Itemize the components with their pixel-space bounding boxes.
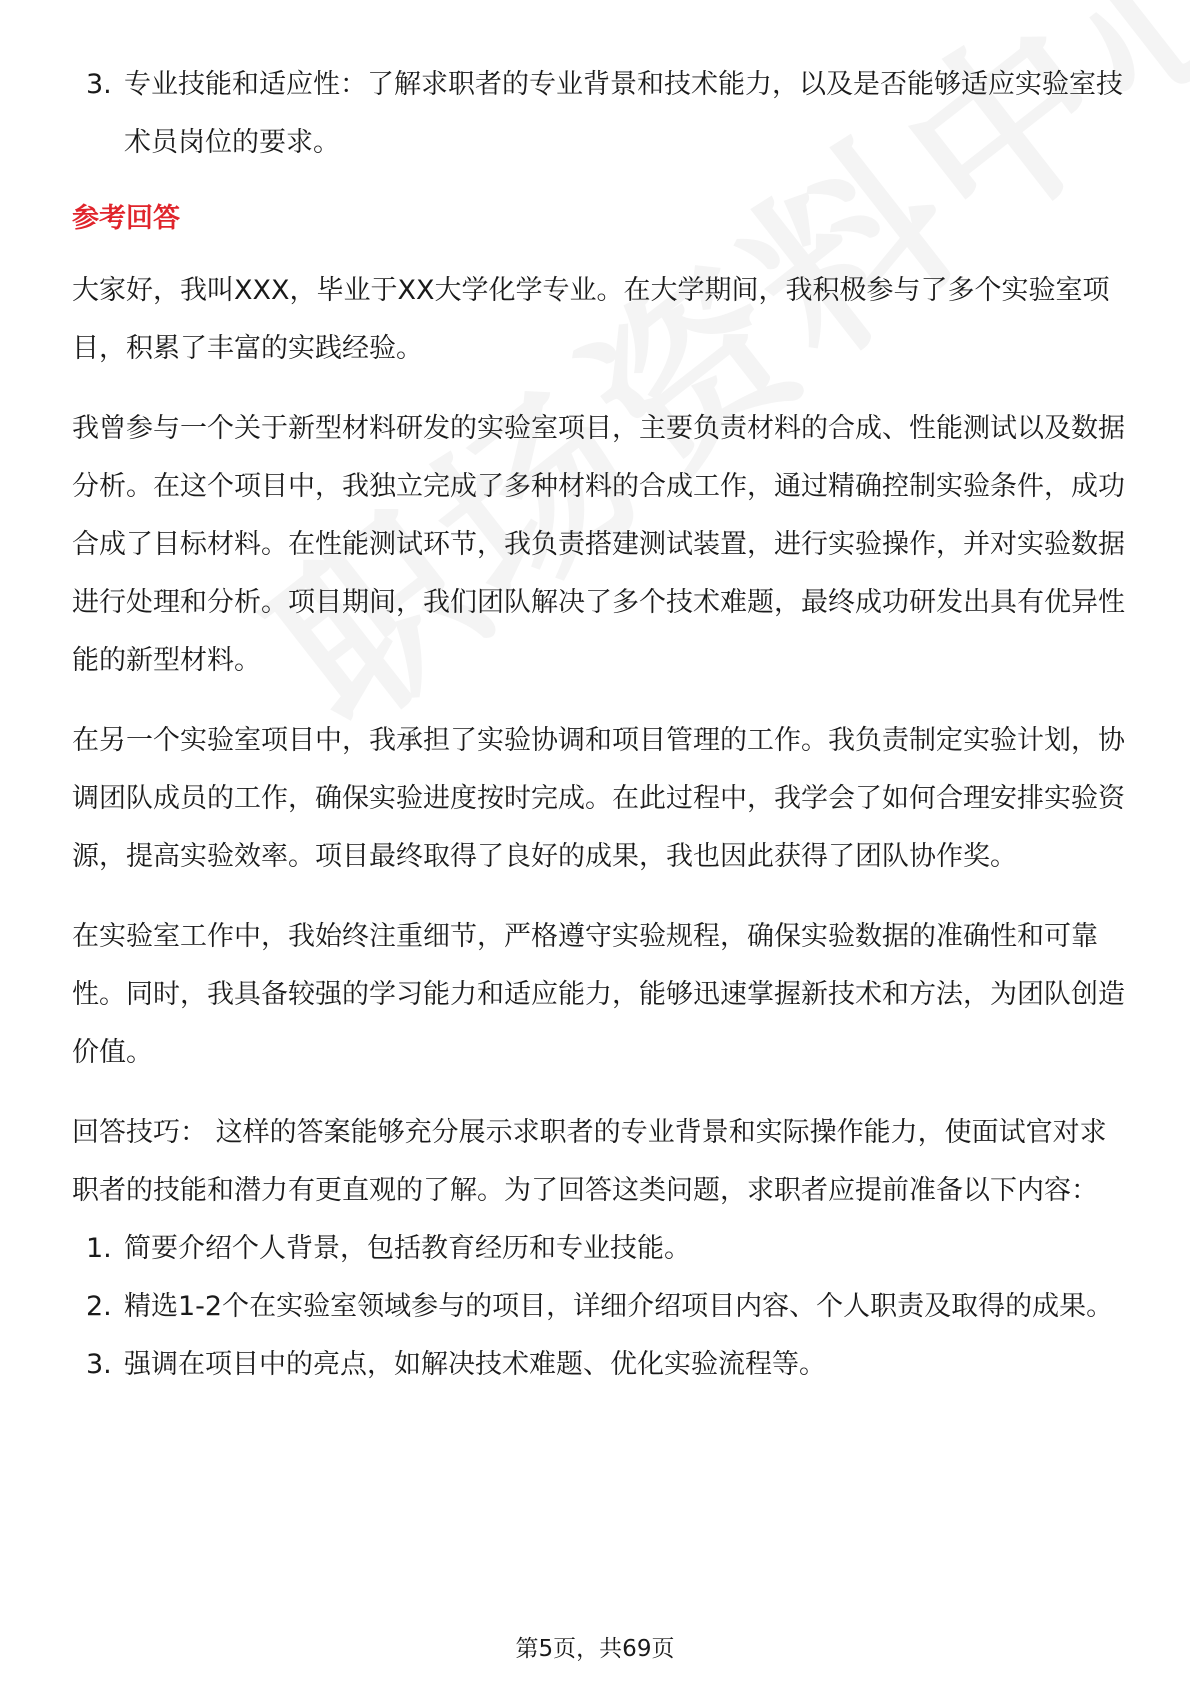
page-footer: 第5页，共69页 [515,1636,675,1662]
paragraph-tips: 回答技巧： 这样的答案能够充分展示求职者的专业背景和实际操作能力，使面试官对求职者的技能和潜力有更直观的了解。为了回答这类问题，求职者应提前准备以下内容： [72,1117,1107,1206]
list-number: 3. [86,69,112,100]
paragraph-qualities: 在实验室工作中，我始终注重细节，严格遵守实验规程，确保实验数据的准确性和可靠性。同时，我具备较强的学习能力和适应能力，能够迅速掌握新技术和方法，为团队创造价值。 [72,921,1125,1068]
list-item [72,56,1132,172]
paragraph-intro: 大家好，我叫XXX，毕业于XX大学化学专业。在大学期间，我积极参与了多个实验室项目，积累了丰富的实践经验。 [72,275,1110,364]
criteria-list [72,56,1132,172]
paragraph-project-2: 在另一个实验室项目中，我承担了实验协调和项目管理的工作。我负责制定实验计划，协调团队成员的工作，确保实验进度按时完成。在此过程中，我学会了如何合理安排实验资源，提高实验效率。项目最终取得了良好的成果，我也因此获得了团队协作奖。 [72,725,1125,872]
list-text: 专业技能和适应性：了解求职者的专业背景和技术能力，以及是否能够适应实验室技术员岗位的要求。 [124,69,1123,158]
list-number: 3. [86,1349,112,1380]
list-text: 精选1-2个在实验室领域参与的项目，详细介绍项目内容、个人职责及取得的成果。 [124,1291,1114,1322]
preparation-list [72,1220,1132,1394]
document-content [72,56,1132,1394]
list-number: 1. [86,1233,112,1264]
list-item [72,1336,1132,1394]
list-item [72,1220,1132,1278]
section-heading: 参考回答 [72,203,180,234]
paragraph-project-1: 我曾参与一个关于新型材料研发的实验室项目，主要负责材料的合成、性能测试以及数据分析。在这个项目中，我独立完成了多种材料的合成工作，通过精确控制实验条件，成功合成了目标材料。在性能测试环节，我负责搭建测试装置，进行实验操作，并对实验数据进行处理和分析。项目期间，我们团队解决了多个技术难题，最终成功研发出具有优异性能的新型材料。 [72,413,1125,676]
list-text: 简要介绍个人背景，包括教育经历和专业技能。 [124,1233,691,1264]
list-item [72,1278,1132,1336]
list-number: 2. [86,1291,112,1322]
list-text: 强调在项目中的亮点，如解决技术难题、优化实验流程等。 [124,1349,826,1380]
